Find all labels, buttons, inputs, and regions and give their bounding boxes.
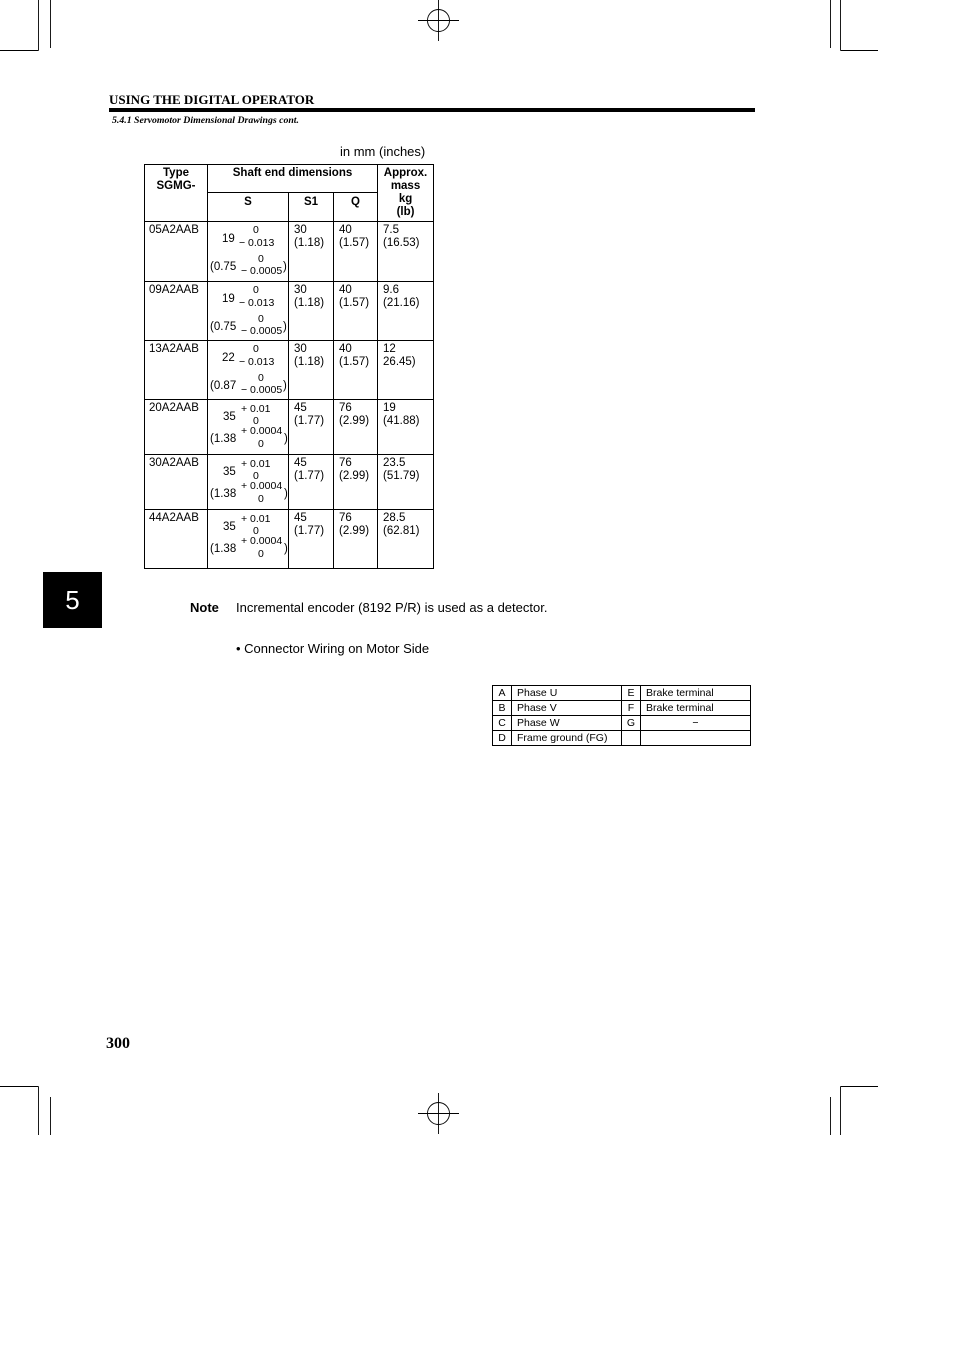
crop-mark-bottom-right [831, 1087, 879, 1136]
shaft-dimension-table [144, 164, 434, 569]
s-cell [208, 222, 289, 282]
q-inch: (1.57) [339, 356, 370, 368]
crop-mark-top-left [0, 0, 51, 51]
s-inch-nominal: (0.87 [210, 380, 237, 392]
q-inch: (1.57) [339, 237, 370, 249]
model-type: 44A2AAB [149, 512, 199, 524]
mass-lb: (16.53) [383, 237, 420, 249]
s1-mm: 45 [294, 402, 307, 414]
mass-kg: 28.5 [383, 512, 406, 524]
s-upper-tolerance: + 0.01 [241, 403, 271, 415]
mass-header-line: (lb) [396, 206, 415, 218]
s-upper-tolerance: + 0.01 [241, 513, 271, 525]
q-mm: 76 [339, 512, 352, 524]
s1-inch: (1.18) [294, 297, 325, 309]
connector-wiring-table [492, 685, 751, 746]
mass-cell [378, 455, 434, 510]
q-cell [334, 222, 378, 282]
q-cell [334, 455, 378, 510]
s-inch-close-paren: ) [283, 321, 287, 333]
pin-label: B [493, 701, 512, 716]
s-inch-nominal: (1.38 [210, 488, 237, 500]
s1-header: S1 [289, 193, 334, 222]
crop-mark-bottom-left [0, 1087, 51, 1136]
mass-cell [378, 510, 434, 569]
s1-mm: 30 [294, 224, 307, 236]
mass-header-line: Approx. [383, 167, 428, 179]
s-inch-lower-tolerance: 0 [258, 493, 264, 505]
registration-mark-bottom [418, 1093, 459, 1134]
table-row [145, 222, 434, 282]
s1-cell [289, 282, 334, 341]
mass-header-line: mass [390, 180, 421, 192]
s-inch-nominal: (1.38 [210, 543, 237, 555]
shaft-end-dimensions-header: Shaft end dimensions [208, 165, 378, 193]
mass-cell [378, 222, 434, 282]
table-row [145, 400, 434, 455]
table-row [145, 282, 434, 341]
s-lower-tolerance: 0 [253, 415, 259, 427]
s1-mm: 30 [294, 284, 307, 296]
type-header-line: Type [163, 167, 189, 179]
s-lower-tolerance: 0 [253, 470, 259, 482]
connector-row [493, 686, 751, 701]
s-lower-tolerance: 0 [253, 525, 259, 537]
s-nominal: 19 [222, 233, 235, 245]
s-inch-upper-tolerance: 0 [258, 253, 264, 265]
registration-mark-top [418, 0, 459, 41]
s-cell [208, 510, 289, 569]
type-header-line: SGMG- [156, 180, 196, 192]
q-inch: (1.57) [339, 297, 370, 309]
header-rule [109, 108, 755, 112]
signal-name: − [641, 716, 751, 731]
signal-name: Brake terminal [641, 686, 751, 701]
approx-mass-header [378, 165, 434, 222]
pin-label: C [493, 716, 512, 731]
s-inch-lower-tolerance: 0 [258, 548, 264, 560]
connector-row [493, 716, 751, 731]
s1-mm: 45 [294, 512, 307, 524]
s-upper-tolerance: 0 [253, 284, 259, 296]
s-upper-tolerance: + 0.01 [241, 458, 271, 470]
mass-lb: (21.16) [383, 297, 420, 309]
mass-lb: (51.79) [383, 470, 420, 482]
s-inch-nominal: (0.75 [210, 321, 237, 333]
s-inch-nominal: (1.38 [210, 433, 237, 445]
s-inch-lower-tolerance: 0 [258, 438, 264, 450]
s-cell [208, 400, 289, 455]
mass-kg: 9.6 [383, 284, 400, 296]
mass-lb: (62.81) [383, 525, 420, 537]
s-inch-close-paren: ) [284, 543, 288, 555]
mass-cell [378, 282, 434, 341]
type-cell [145, 455, 208, 510]
shaft-diameter-tolerance [208, 222, 289, 276]
pin-label: E [622, 686, 641, 701]
s-header: S [208, 193, 289, 222]
model-type: 13A2AAB [149, 343, 199, 355]
q-header: Q [334, 193, 378, 222]
type-header [145, 165, 208, 222]
s-nominal: 35 [223, 411, 236, 423]
shaft-diameter-tolerance [208, 341, 289, 395]
s-nominal: 35 [223, 466, 236, 478]
s-nominal: 22 [222, 352, 235, 364]
s1-inch: (1.77) [294, 415, 325, 427]
q-mm: 40 [339, 284, 352, 296]
s-inch-close-paren: ) [284, 488, 288, 500]
mass-lb: (41.88) [383, 415, 420, 427]
shaft-diameter-tolerance [208, 400, 289, 454]
signal-name-empty [641, 731, 751, 746]
signal-name: Brake terminal [641, 701, 751, 716]
s-inch-lower-tolerance: − 0.0005 [241, 265, 283, 277]
mass-cell [378, 341, 434, 400]
s-inch-upper-tolerance: 0 [258, 313, 264, 325]
type-cell [145, 282, 208, 341]
mass-kg: 23.5 [383, 457, 406, 469]
pin-label: F [622, 701, 641, 716]
type-cell [145, 222, 208, 282]
pin-label: D [493, 731, 512, 746]
mass-lb: 26.45) [383, 356, 416, 368]
q-mm: 76 [339, 457, 352, 469]
s1-cell [289, 510, 334, 569]
shaft-diameter-tolerance [208, 282, 289, 336]
q-mm: 40 [339, 224, 352, 236]
dimension-table-body [145, 222, 434, 569]
shaft-diameter-tolerance [208, 455, 289, 509]
signal-name: Phase W [512, 716, 622, 731]
connector-table-body [493, 686, 751, 746]
s1-cell [289, 455, 334, 510]
type-cell [145, 510, 208, 569]
q-cell [334, 510, 378, 569]
s-upper-tolerance: 0 [253, 343, 259, 355]
s-inch-lower-tolerance: − 0.0005 [241, 325, 283, 337]
s1-inch: (1.18) [294, 356, 325, 368]
subsection-title: 5.4.1 Servomotor Dimensional Drawings cont. [112, 115, 299, 126]
pin-label-empty [622, 731, 641, 746]
q-cell [334, 400, 378, 455]
q-cell [334, 282, 378, 341]
model-type: 09A2AAB [149, 284, 199, 296]
s-inch-close-paren: ) [283, 380, 287, 392]
connector-row [493, 701, 751, 716]
s-cell [208, 455, 289, 510]
signal-name: Phase U [512, 686, 622, 701]
unit-note: in mm (inches) [340, 144, 426, 159]
s-inch-upper-tolerance: + 0.0004 [241, 480, 283, 492]
signal-name: Frame ground (FG) [512, 731, 622, 746]
section-title: USING THE DIGITAL OPERATOR [109, 92, 315, 107]
s-inch-upper-tolerance: + 0.0004 [241, 425, 283, 437]
s-cell [208, 341, 289, 400]
q-cell [334, 341, 378, 400]
q-inch: (2.99) [339, 470, 370, 482]
s-nominal: 35 [223, 521, 236, 533]
table-row [145, 341, 434, 400]
s-nominal: 19 [222, 293, 235, 305]
model-type: 05A2AAB [149, 224, 199, 236]
mass-header-line: kg [398, 193, 413, 205]
table-header [145, 165, 434, 222]
s-inch-upper-tolerance: + 0.0004 [241, 535, 283, 547]
s-inch-close-paren: ) [284, 433, 288, 445]
page-number: 300 [106, 1035, 130, 1052]
s-lower-tolerance: − 0.013 [239, 356, 275, 368]
pin-label: G [622, 716, 641, 731]
s1-cell [289, 341, 334, 400]
type-cell [145, 341, 208, 400]
q-inch: (2.99) [339, 525, 370, 537]
s1-inch: (1.77) [294, 470, 325, 482]
table-row [145, 455, 434, 510]
connector-heading: • Connector Wiring on Motor Side [236, 641, 430, 656]
s-inch-upper-tolerance: 0 [258, 372, 264, 384]
model-type: 20A2AAB [149, 402, 199, 414]
s1-inch: (1.18) [294, 237, 325, 249]
s1-mm: 30 [294, 343, 307, 355]
pin-label: A [493, 686, 512, 701]
q-mm: 40 [339, 343, 352, 355]
s1-mm: 45 [294, 457, 307, 469]
connector-row [493, 731, 751, 746]
signal-name: Phase V [512, 701, 622, 716]
mass-kg: 7.5 [383, 224, 400, 236]
chapter-tab: 5 [43, 572, 102, 628]
q-mm: 76 [339, 402, 352, 414]
note-text: Incremental encoder (8192 P/R) is used as a detector. [236, 600, 548, 615]
s-lower-tolerance: − 0.013 [239, 297, 275, 309]
mass-cell [378, 400, 434, 455]
mass-kg: 19 [383, 402, 396, 414]
q-inch: (2.99) [339, 415, 370, 427]
note-label: Note [190, 600, 219, 615]
crop-mark-top-right [831, 0, 879, 51]
mass-kg: 12 [383, 343, 396, 355]
s1-cell [289, 222, 334, 282]
header-row [145, 165, 434, 193]
s1-inch: (1.77) [294, 525, 325, 537]
s1-cell [289, 400, 334, 455]
shaft-diameter-tolerance [208, 510, 289, 564]
s-lower-tolerance: − 0.013 [239, 237, 275, 249]
model-type: 30A2AAB [149, 457, 199, 469]
s-upper-tolerance: 0 [253, 224, 259, 236]
s-inch-nominal: (0.75 [210, 261, 237, 273]
s-inch-close-paren: ) [283, 261, 287, 273]
type-cell [145, 400, 208, 455]
table-row [145, 510, 434, 569]
s-cell [208, 282, 289, 341]
s-inch-lower-tolerance: − 0.0005 [241, 384, 283, 396]
